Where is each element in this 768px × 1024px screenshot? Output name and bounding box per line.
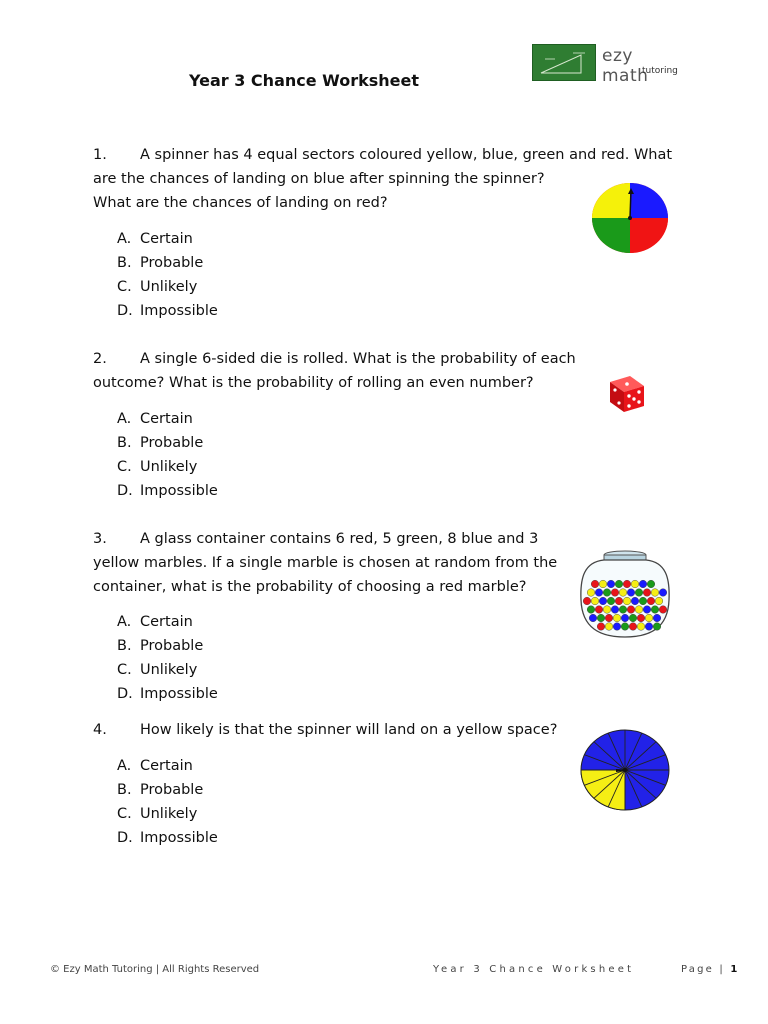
footer-copyright: © Ezy Math Tutoring | All Rights Reserved: [50, 964, 260, 975]
marble-jar-icon: [578, 548, 672, 644]
marble: [619, 606, 627, 614]
marble: [635, 589, 643, 597]
logo-sub: tutoring: [642, 66, 678, 76]
question-4-line-1: How likely is that the spinner will land on a yellow space?: [140, 722, 558, 738]
marble: [605, 614, 613, 622]
marble: [653, 614, 661, 622]
marble: [589, 614, 597, 622]
question-4-options: [117, 754, 218, 850]
option-b[interactable]: B. Probable: [117, 638, 204, 654]
marble: [631, 580, 639, 588]
question-1-options: [117, 227, 218, 323]
marble: [599, 597, 607, 605]
marble: [643, 606, 651, 614]
marble: [615, 580, 623, 588]
marble: [627, 589, 635, 597]
marble: [639, 580, 647, 588]
option-c[interactable]: C. Unlikely: [117, 459, 198, 475]
logo-brand-math: math: [602, 66, 649, 86]
marble: [587, 606, 595, 614]
marble: [659, 589, 667, 597]
worksheet-title: Year 3 Chance Worksheet: [189, 71, 420, 90]
marble: [613, 623, 621, 631]
marble: [623, 597, 631, 605]
footer-title: Year 3 Chance Worksheet: [433, 964, 635, 975]
marble: [613, 614, 621, 622]
question-3-line-2: yellow marbles. If a single marble is chosen at random from the: [93, 555, 558, 571]
option-d[interactable]: D. Impossible: [117, 686, 218, 702]
marble: [621, 614, 629, 622]
question-1-number: 1.: [93, 147, 107, 163]
marble: [591, 580, 599, 588]
question-1-line-1: A spinner has 4 equal sectors coloured yellow, blue, green and red. What: [140, 147, 673, 163]
ezy-math-logo: [532, 44, 682, 86]
marble: [619, 589, 627, 597]
marble: [637, 614, 645, 622]
question-4-number: 4.: [93, 722, 107, 738]
option-a[interactable]: A. Certain: [117, 231, 193, 247]
marble: [631, 597, 639, 605]
marble: [645, 614, 653, 622]
marble: [611, 606, 619, 614]
marble: [615, 597, 623, 605]
question-1-line-2: are the chances of landing on blue after spinning the spinner?: [93, 171, 545, 187]
marble: [607, 597, 615, 605]
marble: [627, 606, 635, 614]
red-die-icon: [606, 372, 648, 418]
option-b[interactable]: B. Probable: [117, 255, 204, 271]
option-d[interactable]: D. Impossible: [117, 303, 218, 319]
marble: [595, 606, 603, 614]
marble: [599, 580, 607, 588]
marble: [637, 623, 645, 631]
option-c[interactable]: C. Unlikely: [117, 662, 198, 678]
question-2-line-1: A single 6-sided die is rolled. What is the probability of each: [140, 351, 576, 367]
option-c[interactable]: C. Unlikely: [117, 806, 198, 822]
marble: [603, 589, 611, 597]
chalkboard-icon: [532, 44, 596, 81]
marble: [605, 623, 613, 631]
marble: [635, 606, 643, 614]
marble: [655, 597, 663, 605]
marble: [647, 597, 655, 605]
footer-page: [681, 964, 737, 975]
blue-yellow-spinner-icon: [580, 728, 670, 816]
marble: [611, 589, 619, 597]
question-1: [93, 143, 672, 215]
question-2: [93, 347, 576, 395]
option-c[interactable]: C. Unlikely: [117, 279, 198, 295]
marble: [653, 623, 661, 631]
marble: [659, 606, 667, 614]
footer-page-number: 1: [730, 964, 738, 975]
option-a[interactable]: A. Certain: [117, 614, 193, 630]
question-2-number: 2.: [93, 351, 107, 367]
marble: [597, 623, 605, 631]
option-b[interactable]: B. Probable: [117, 435, 204, 451]
marble: [603, 606, 611, 614]
option-a[interactable]: A. Certain: [117, 758, 193, 774]
question-4: [93, 718, 557, 742]
four-color-spinner-icon: [590, 180, 670, 260]
question-3: [93, 527, 557, 599]
question-3-number: 3.: [93, 531, 107, 547]
marble: [643, 589, 651, 597]
marble: [629, 614, 637, 622]
marble: [639, 597, 647, 605]
question-2-options: [117, 407, 218, 503]
question-3-options: [117, 610, 218, 706]
marble: [591, 597, 599, 605]
option-b[interactable]: B. Probable: [117, 782, 204, 798]
marble: [651, 606, 659, 614]
option-a[interactable]: A. Certain: [117, 411, 193, 427]
marble: [597, 614, 605, 622]
marble: [629, 623, 637, 631]
question-2-line-2: outcome? What is the probability of rolling an even number?: [93, 375, 534, 391]
footer-page-label: Page |: [681, 964, 725, 975]
marble: [607, 580, 615, 588]
logo-brand-ezy: ezy: [602, 46, 633, 66]
marble: [583, 597, 591, 605]
question-3-line-1: A glass container contains 6 red, 5 green, 8 blue and 3: [140, 531, 539, 547]
marble: [621, 623, 629, 631]
marble: [587, 589, 595, 597]
marble: [645, 623, 653, 631]
marble: [651, 589, 659, 597]
marble: [623, 580, 631, 588]
marble: [647, 580, 655, 588]
question-3-line-3: container, what is the probability of choosing a red marble?: [93, 579, 527, 595]
marble: [595, 589, 603, 597]
option-d[interactable]: D. Impossible: [117, 830, 218, 846]
option-d[interactable]: D. Impossible: [117, 483, 218, 499]
question-1-line-3: What are the chances of landing on red?: [93, 195, 388, 211]
